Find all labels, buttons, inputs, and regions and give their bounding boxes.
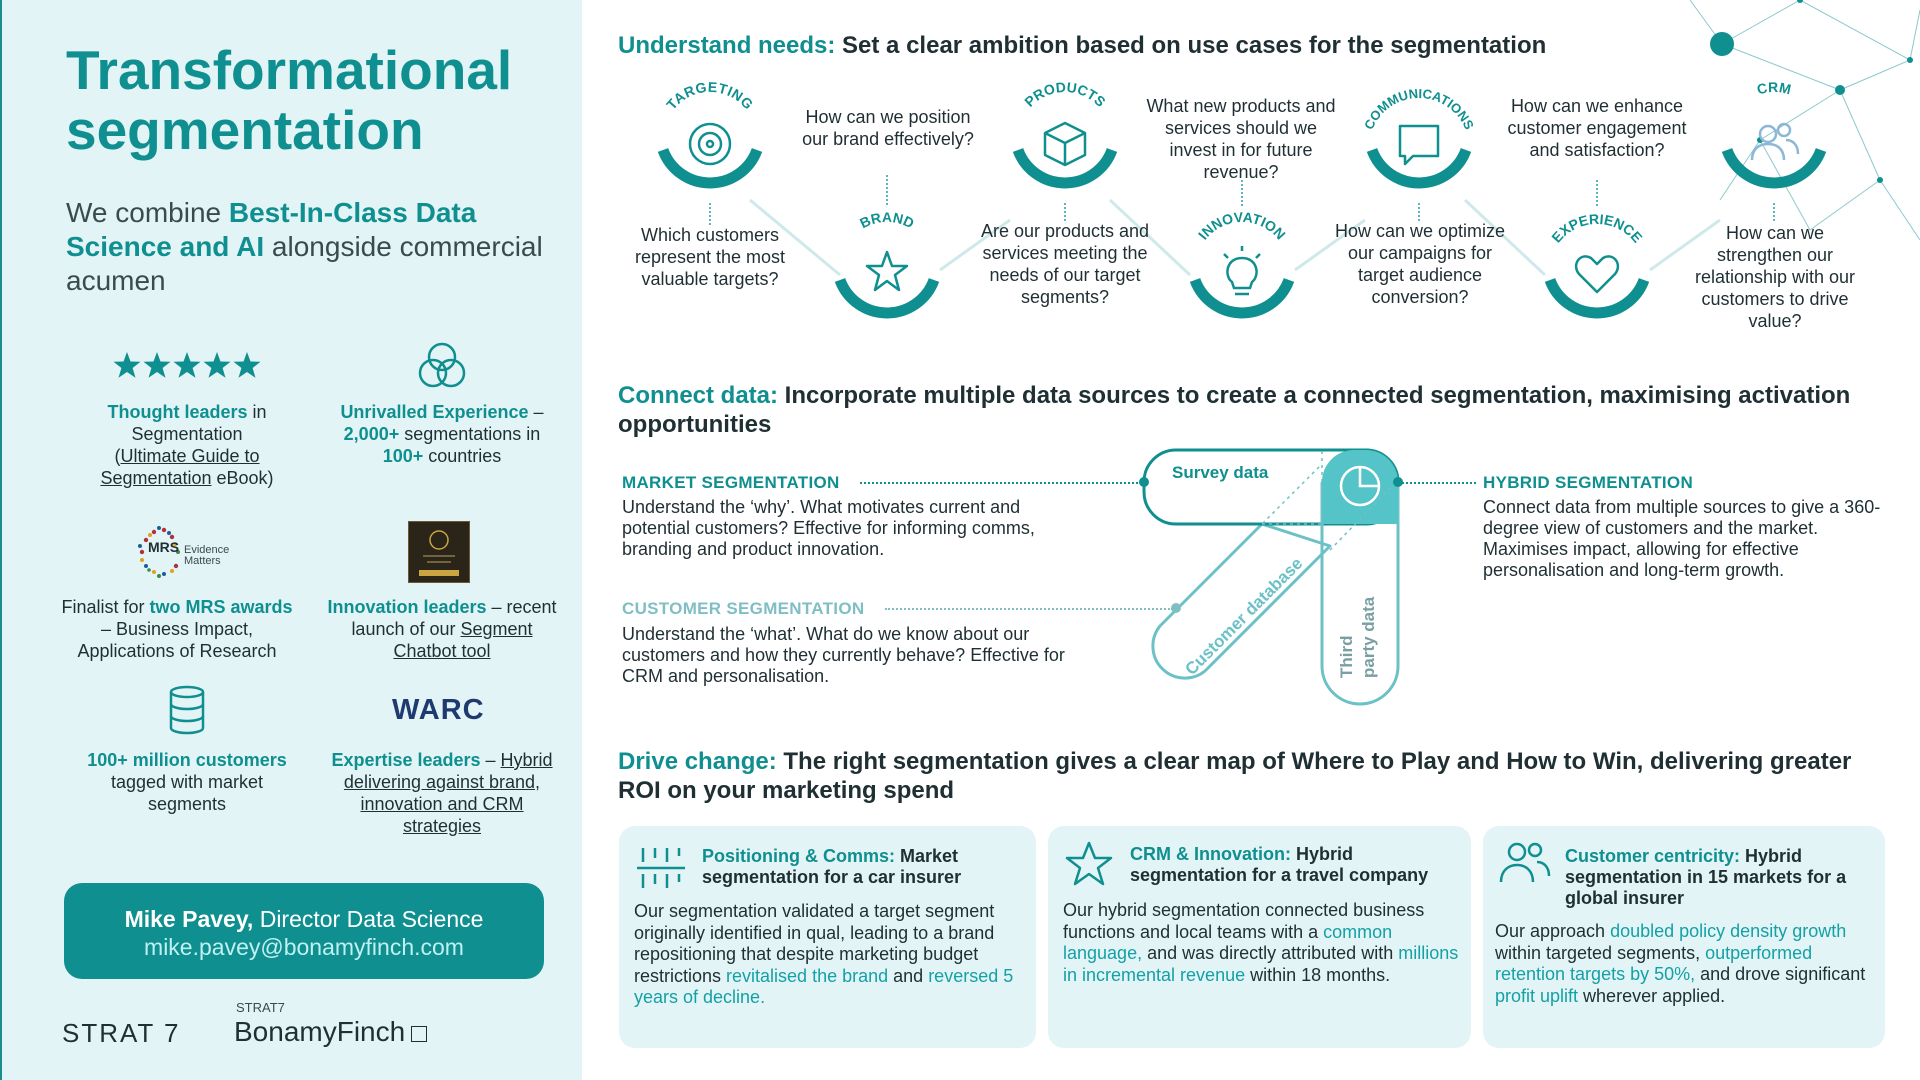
- market-connector-line: [860, 482, 1142, 484]
- drive-heading-text: The right segmentation gives a clear map of Where to Play and How to Win, delivering greater ROI on your marketing spend: [618, 748, 1852, 804]
- connector-dots: [709, 203, 711, 225]
- five-stars-icon: [112, 348, 262, 384]
- innovation-label: INNOVATION: [1194, 208, 1289, 243]
- case-study-lead: CRM & Innovation:: [1130, 844, 1291, 864]
- cred-text: Finalist for: [61, 597, 150, 617]
- strat7-logo: STRAT 7: [62, 1018, 181, 1048]
- hybrid-link[interactable]: Hybrid delivering against brand, innovation and CRM strategies: [343, 750, 553, 836]
- cred-highlight: two MRS awards: [149, 597, 293, 617]
- understand-heading-text: Set a clear ambition based on use cases for the segmentation: [835, 32, 1547, 59]
- cred-text: – recent launch of our: [351, 597, 557, 639]
- case-study-title-text: Market segmentation for a car insurer: [702, 846, 962, 887]
- communications-ring: [1357, 76, 1481, 200]
- third-party-label: Third: [1337, 635, 1356, 678]
- intro-part: We combine: [66, 197, 229, 228]
- cred-mrs-awards: [57, 596, 297, 662]
- star-outline-icon: [1064, 840, 1114, 888]
- people-icon: [1752, 124, 1798, 160]
- cred-text: –: [480, 750, 501, 770]
- targeting-label: TARGETING: [663, 78, 757, 113]
- cred-highlight: Expertise leaders: [331, 750, 481, 770]
- third-party-label: party data: [1359, 596, 1378, 678]
- crm-question: How can we strengthen our relationship with our customers to drive value?: [1694, 223, 1856, 331]
- hybrid-segmentation-label: HYBRID SEGMENTATION: [1483, 473, 1694, 492]
- title-line-1: Transformational: [66, 39, 513, 101]
- cred-text: – Business Impact, Applications of Research: [77, 619, 277, 661]
- case-study-body: [1495, 921, 1880, 1007]
- contact-email-link[interactable]: mike.pavey@bonamyfinch.com: [144, 934, 464, 960]
- case-study-text: within targeted segments,: [1495, 942, 1706, 963]
- case-study-highlight: reversed 5 years of decline.: [634, 965, 1014, 1007]
- case-study-text: within 18 months.: [1245, 964, 1391, 985]
- cred-thought-leaders: [72, 401, 302, 489]
- communications-label: COMMUNICATIONS: [1361, 85, 1477, 132]
- contact-card: [64, 883, 544, 979]
- brand-ring: [825, 206, 949, 330]
- database-icon: [162, 684, 212, 736]
- connector-dots: [886, 175, 888, 205]
- understand-heading-lead: Understand needs:: [618, 32, 836, 59]
- experience-question: How can we enhance customer engagement and satisfaction?: [1507, 96, 1687, 160]
- drive-heading: [618, 747, 1878, 805]
- contact-name: Mike Pavey,: [124, 906, 254, 932]
- communications-question: How can we optimize our campaigns for target audience conversion?: [1334, 221, 1506, 307]
- case-study-card: [1048, 826, 1471, 1048]
- connect-heading-text: Incorporate multiple data sources to create a connected segmentation, maximising activation opportunities: [618, 382, 1851, 438]
- cred-text: tagged with market segments: [110, 772, 264, 814]
- products-question: Are our products and services meeting the needs of our target segments?: [980, 221, 1150, 307]
- mrs-logo-text: Evidence: [184, 544, 230, 556]
- market-segmentation-text: Understand the ‘why’. What motivates current and potential customers? Effective for informing comms, branding and product innovation.: [622, 497, 1035, 559]
- cred-text: –: [528, 402, 544, 422]
- svg-text:EXPERIENCE: [1548, 211, 1645, 246]
- case-study-highlight: doubled policy density growth: [1610, 921, 1847, 941]
- title-line-2: segmentation: [66, 99, 424, 161]
- heart-icon: [1576, 256, 1618, 292]
- cred-text: (: [114, 446, 121, 466]
- mrs-logo: [134, 522, 244, 582]
- warc-logo: WARC: [392, 694, 485, 726]
- case-study-card: [619, 826, 1036, 1048]
- case-study-card: [1483, 826, 1885, 1048]
- cred-highlight: 100+: [382, 446, 424, 466]
- mrs-logo-text: MRS: [148, 539, 180, 555]
- bonamyfinch-logo: [234, 1016, 427, 1048]
- connector-dots: [1064, 203, 1066, 221]
- case-study-body: [1063, 900, 1463, 986]
- people-icon: [1499, 840, 1551, 886]
- bonamyfinch-logo-text: BonamyFinch: [234, 1016, 406, 1047]
- bonamyfinch-mark-icon: [411, 1026, 427, 1042]
- understand-heading: [618, 31, 1868, 60]
- customer-segmentation-text: Understand the ‘what’. What do we know about our customers and how they currently behave? Effective for CRM and personalisation.: [622, 624, 1065, 686]
- cred-highlight: Innovation leaders: [327, 597, 487, 617]
- case-study-title: [1565, 846, 1883, 909]
- intro-highlight: Best-In-Class Data Science and AI: [66, 197, 477, 262]
- bonamyfinch-parent-label: STRAT7: [236, 1000, 285, 1015]
- cred-text: segmentations in: [399, 424, 541, 444]
- svg-text:PRODUCTS: [1021, 79, 1109, 110]
- innovation-question: What new products and services should we invest in for future revenue?: [1146, 96, 1336, 182]
- cred-highlight: 100+ million customers: [87, 750, 287, 770]
- targeting-ring: [648, 76, 772, 200]
- lightbulb-icon: [1224, 246, 1260, 294]
- venn-circles-icon: [412, 338, 472, 394]
- svg-text:TARGETING: [663, 79, 757, 113]
- chatbot-link[interactable]: Segment Chatbot tool: [393, 619, 533, 661]
- case-study-title-text: Hybrid segmentation in 15 markets for a global insurer: [1565, 846, 1847, 908]
- case-study-text: Our segmentation validated a target segment originally identified in qual, leading to a brand repositioning that despite marketing budget restrictions: [634, 901, 995, 986]
- case-study-text: and was directly attributed with: [1142, 943, 1399, 963]
- connector-dots: [1596, 180, 1598, 206]
- case-study-title-text: Hybrid segmentation for a travel company: [1130, 844, 1429, 885]
- intro-part: alongside commercial acumen: [66, 231, 543, 296]
- case-study-title: [1130, 844, 1470, 886]
- survey-data-label: Survey data: [1172, 463, 1269, 482]
- mrs-logo-text: Matters: [184, 555, 221, 567]
- case-study-body: [634, 901, 1029, 1009]
- cred-text: eBook): [211, 468, 274, 488]
- case-study-highlight: outperformed retention targets by 50%,: [1495, 942, 1813, 984]
- svg-text:BRAND: [857, 209, 916, 231]
- cred-highlight: 2,000+: [343, 424, 400, 444]
- customer-segmentation-label: CUSTOMER SEGMENTATION: [622, 599, 865, 618]
- products-label: PRODUCTS: [1021, 78, 1109, 110]
- case-study-lead: Positioning & Comms:: [702, 846, 895, 866]
- case-study-title: [702, 846, 1022, 888]
- connect-heading-lead: Connect data:: [618, 382, 779, 409]
- case-study-lead: Customer centricity:: [1565, 846, 1741, 866]
- cred-text: countries: [423, 446, 502, 466]
- connector-dots: [1241, 180, 1243, 206]
- chat-bubble-icon: [1400, 126, 1438, 164]
- crm-ring: [1712, 76, 1836, 200]
- cube-icon: [1045, 123, 1085, 165]
- brand-label: BRAND: [857, 209, 917, 232]
- case-study-highlight: revitalised the brand: [726, 965, 889, 986]
- page-title: [66, 40, 566, 160]
- hybrid-segmentation-text: Connect data from multiple sources to give a 360-degree view of customers and the market. Maximises impact, allowing for effective personalisation and long-term growth.: [1483, 497, 1881, 580]
- award-badge-image: [408, 521, 470, 583]
- contact-role: Director Data Science: [253, 906, 484, 932]
- case-study-text: wherever applied.: [1578, 985, 1726, 1006]
- market-segmentation-label: MARKET SEGMENTATION: [622, 473, 840, 492]
- star-icon: [867, 252, 907, 290]
- target-icon: [690, 124, 730, 164]
- case-study-text: Our hybrid segmentation connected business functions and local teams with a: [1063, 900, 1425, 942]
- case-study-text: and: [888, 965, 929, 986]
- experience-label: EXPERIENCE: [1548, 210, 1646, 246]
- connector-dots: [1418, 203, 1420, 221]
- cred-experience: [327, 401, 557, 467]
- products-ring: [1003, 76, 1127, 200]
- drive-heading-lead: Drive change:: [618, 748, 777, 775]
- left-panel: [0, 0, 582, 1080]
- brand-question: How can we position our brand effectively?: [802, 107, 974, 149]
- intro-text: [66, 196, 546, 298]
- case-study-highlight: millions in incremental revenue: [1063, 943, 1459, 985]
- targeting-question: Which customers represent the most valuable targets?: [634, 225, 786, 289]
- case-study-text: and drove significant: [1695, 964, 1866, 984]
- cred-text: in Segmentation: [131, 402, 267, 444]
- innovation-ring: [1180, 206, 1304, 330]
- case-study-highlight: profit uplift: [1495, 985, 1579, 1006]
- data-sources-diagram: [1130, 430, 1420, 710]
- case-study-text: Our approach: [1495, 921, 1611, 941]
- experience-ring: [1535, 206, 1659, 330]
- customer-database-label: Customer database: [1181, 553, 1307, 679]
- ebook-link[interactable]: Ultimate Guide to Segmentation: [100, 446, 260, 488]
- svg-text:CRM: [1755, 79, 1792, 97]
- connector-dots: [1773, 203, 1775, 221]
- cred-customers: [72, 749, 302, 815]
- cred-highlight: Thought leaders: [107, 402, 248, 422]
- case-study-highlight: common language,: [1063, 921, 1393, 963]
- cred-highlight: Unrivalled Experience: [340, 402, 529, 422]
- svg-text:INNOVATION: [1195, 209, 1289, 243]
- crm-label: CRM: [1755, 78, 1793, 98]
- chart-bars-icon: [637, 844, 685, 890]
- cred-expertise: [322, 749, 562, 837]
- cred-innovation: [327, 596, 557, 662]
